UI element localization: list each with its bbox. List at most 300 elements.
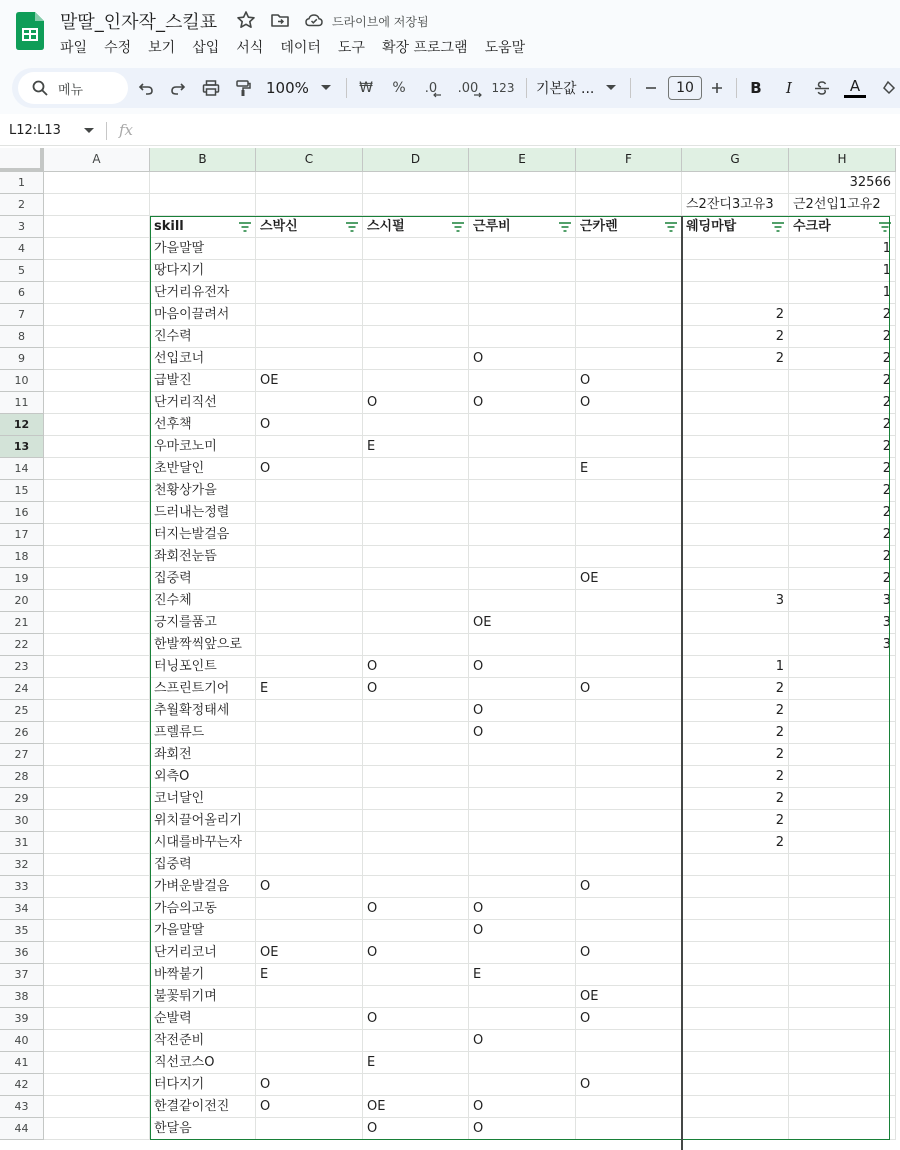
cell-h27[interactable] (789, 744, 896, 766)
cell-h39[interactable] (789, 1008, 896, 1030)
row-header[interactable]: 32 (0, 854, 44, 876)
currency-button[interactable]: ₩ (359, 80, 373, 96)
cell-b34[interactable]: 가슴의고동 (150, 898, 256, 920)
cell-b30[interactable]: 위치끌어올리기 (150, 810, 256, 832)
cell-h11[interactable]: 2 (789, 392, 896, 414)
column-header-g[interactable]: G (682, 148, 789, 172)
cell-g44[interactable] (682, 1118, 789, 1140)
cell-c13[interactable] (256, 436, 363, 458)
cell-g11[interactable] (682, 392, 789, 414)
cell-d14[interactable] (363, 458, 469, 480)
cell-e16[interactable] (469, 502, 576, 524)
cell-d13[interactable]: E (363, 436, 469, 458)
cell-f33[interactable]: O (576, 876, 682, 898)
row-header[interactable]: 3 (0, 216, 44, 238)
cell-c29[interactable] (256, 788, 363, 810)
cell-e26[interactable]: O (469, 722, 576, 744)
cell-g34[interactable] (682, 898, 789, 920)
cell-h31[interactable] (789, 832, 896, 854)
cell-g24[interactable]: 2 (682, 678, 789, 700)
row-header[interactable]: 4 (0, 238, 44, 260)
cell-b17[interactable]: 터지는발걸음 (150, 524, 256, 546)
cell-b19[interactable]: 집중력 (150, 568, 256, 590)
cell-c28[interactable] (256, 766, 363, 788)
percent-button[interactable]: % (392, 80, 406, 96)
spreadsheet-grid[interactable] (0, 148, 900, 1150)
cell-f26[interactable] (576, 722, 682, 744)
cell-a16[interactable] (44, 502, 150, 524)
cell-d22[interactable] (363, 634, 469, 656)
cell-d35[interactable] (363, 920, 469, 942)
cell-c25[interactable] (256, 700, 363, 722)
cell-d23[interactable]: O (363, 656, 469, 678)
cell-b4[interactable]: 가을말딸 (150, 238, 256, 260)
cell-b11[interactable]: 단거리직선 (150, 392, 256, 414)
cell-d39[interactable]: O (363, 1008, 469, 1030)
cell-e33[interactable] (469, 876, 576, 898)
cell-d24[interactable]: O (363, 678, 469, 700)
cell-c15[interactable] (256, 480, 363, 502)
cell-a9[interactable] (44, 348, 150, 370)
row-header[interactable]: 31 (0, 832, 44, 854)
cell-c22[interactable] (256, 634, 363, 656)
cell-c1[interactable] (256, 172, 363, 194)
cell-f32[interactable] (576, 854, 682, 876)
cell-e38[interactable] (469, 986, 576, 1008)
row-header[interactable]: 29 (0, 788, 44, 810)
filter-icon[interactable] (239, 222, 251, 232)
cell-c4[interactable] (256, 238, 363, 260)
cell-e15[interactable] (469, 480, 576, 502)
cell-c44[interactable] (256, 1118, 363, 1140)
cell-h5[interactable]: 1 (789, 260, 896, 282)
cell-a26[interactable] (44, 722, 150, 744)
cell-b2[interactable] (150, 194, 256, 216)
cell-e37[interactable]: E (469, 964, 576, 986)
row-header[interactable]: 8 (0, 326, 44, 348)
cell-a14[interactable] (44, 458, 150, 480)
cell-a21[interactable] (44, 612, 150, 634)
cell-d18[interactable] (363, 546, 469, 568)
print-button[interactable] (199, 68, 223, 108)
menu-help[interactable]: 도움말 (484, 40, 526, 56)
cell-c14[interactable]: O (256, 458, 363, 480)
row-header[interactable]: 17 (0, 524, 44, 546)
filter-icon[interactable] (665, 222, 677, 232)
cell-b23[interactable]: 터닝포인트 (150, 656, 256, 678)
cell-a18[interactable] (44, 546, 150, 568)
cell-g2[interactable]: 스2잔디3고유3 (682, 194, 789, 216)
decrease-decimal-button[interactable] (418, 68, 448, 108)
cell-a6[interactable] (44, 282, 150, 304)
cell-g37[interactable] (682, 964, 789, 986)
cell-h37[interactable] (789, 964, 896, 986)
filter-icon[interactable] (879, 222, 891, 232)
text-color-button[interactable] (843, 68, 867, 108)
cell-a12[interactable] (44, 414, 150, 436)
row-header[interactable]: 5 (0, 260, 44, 282)
cell-f21[interactable] (576, 612, 682, 634)
cell-d42[interactable] (363, 1074, 469, 1096)
cell-b25[interactable]: 추월확정태세 (150, 700, 256, 722)
cell-g12[interactable] (682, 414, 789, 436)
cell-f22[interactable] (576, 634, 682, 656)
cell-e36[interactable] (469, 942, 576, 964)
menu-data[interactable]: 데이터 (280, 40, 321, 56)
cell-c8[interactable] (256, 326, 363, 348)
cell-a36[interactable] (44, 942, 150, 964)
column-header-h[interactable]: H (789, 148, 896, 172)
cell-f42[interactable]: O (576, 1074, 682, 1096)
menu-extensions[interactable]: 확장 프로그램 (381, 40, 468, 56)
cell-d26[interactable] (363, 722, 469, 744)
cell-a2[interactable] (44, 194, 150, 216)
cell-f6[interactable] (576, 282, 682, 304)
row-header[interactable]: 41 (0, 1052, 44, 1074)
cell-e2[interactable] (469, 194, 576, 216)
document-title[interactable]: 말딸_인자작_스킬표 (60, 12, 218, 33)
cell-b35[interactable]: 가을말딸 (150, 920, 256, 942)
cell-d20[interactable] (363, 590, 469, 612)
cell-g4[interactable] (682, 238, 789, 260)
cell-d27[interactable] (363, 744, 469, 766)
row-header[interactable]: 36 (0, 942, 44, 964)
row-header[interactable]: 10 (0, 370, 44, 392)
cell-g29[interactable]: 2 (682, 788, 789, 810)
cell-e3[interactable] (469, 216, 576, 238)
cell-d21[interactable] (363, 612, 469, 634)
cell-b43[interactable]: 한결같이전진 (150, 1096, 256, 1118)
menu-format[interactable]: 서식 (236, 40, 264, 56)
cell-d41[interactable]: E (363, 1052, 469, 1074)
cell-d34[interactable]: O (363, 898, 469, 920)
cell-d37[interactable] (363, 964, 469, 986)
row-header[interactable]: 1 (0, 172, 44, 194)
cell-g8[interactable]: 2 (682, 326, 789, 348)
cell-f43[interactable] (576, 1096, 682, 1118)
cell-b44[interactable]: 한달음 (150, 1118, 256, 1140)
cell-d40[interactable] (363, 1030, 469, 1052)
menu-view[interactable]: 보기 (148, 40, 176, 56)
cell-b7[interactable]: 마음이끌려서 (150, 304, 256, 326)
cell-a20[interactable] (44, 590, 150, 612)
cell-d31[interactable] (363, 832, 469, 854)
cell-c20[interactable] (256, 590, 363, 612)
cell-b41[interactable]: 직선코스O (150, 1052, 256, 1074)
cell-b9[interactable]: 선입코너 (150, 348, 256, 370)
cell-f27[interactable] (576, 744, 682, 766)
cell-f13[interactable] (576, 436, 682, 458)
cell-f4[interactable] (576, 238, 682, 260)
cell-c35[interactable] (256, 920, 363, 942)
row-header[interactable]: 9 (0, 348, 44, 370)
cell-h7[interactable]: 2 (789, 304, 896, 326)
row-header[interactable]: 34 (0, 898, 44, 920)
row-header[interactable]: 39 (0, 1008, 44, 1030)
cell-a27[interactable] (44, 744, 150, 766)
cell-h1[interactable]: 32566 (789, 172, 896, 194)
cell-e23[interactable]: O (469, 656, 576, 678)
cell-c37[interactable]: E (256, 964, 363, 986)
row-header[interactable]: 38 (0, 986, 44, 1008)
cell-g30[interactable]: 2 (682, 810, 789, 832)
cell-f39[interactable]: O (576, 1008, 682, 1030)
cell-e5[interactable] (469, 260, 576, 282)
cell-h20[interactable]: 3 (789, 590, 896, 612)
cell-d25[interactable] (363, 700, 469, 722)
cell-d19[interactable] (363, 568, 469, 590)
cell-b32[interactable]: 집중력 (150, 854, 256, 876)
freeze-divider[interactable] (681, 216, 683, 1150)
cell-h34[interactable] (789, 898, 896, 920)
cell-a29[interactable] (44, 788, 150, 810)
cell-a28[interactable] (44, 766, 150, 788)
cell-b14[interactable]: 초반달인 (150, 458, 256, 480)
cell-d33[interactable] (363, 876, 469, 898)
star-icon[interactable] (236, 10, 256, 30)
cell-g32[interactable] (682, 854, 789, 876)
row-header[interactable]: 24 (0, 678, 44, 700)
menu-file[interactable]: 파일 (60, 40, 88, 56)
cell-c18[interactable] (256, 546, 363, 568)
cell-f28[interactable] (576, 766, 682, 788)
cell-a22[interactable] (44, 634, 150, 656)
cell-h12[interactable]: 2 (789, 414, 896, 436)
paint-format-button[interactable] (231, 68, 255, 108)
menu-tools[interactable]: 도구 (337, 40, 365, 56)
cell-e41[interactable] (469, 1052, 576, 1074)
cell-d1[interactable] (363, 172, 469, 194)
cell-e13[interactable] (469, 436, 576, 458)
cell-f18[interactable] (576, 546, 682, 568)
cell-c41[interactable] (256, 1052, 363, 1074)
cell-e28[interactable] (469, 766, 576, 788)
cell-d43[interactable]: OE (363, 1096, 469, 1118)
cell-d44[interactable]: O (363, 1118, 469, 1140)
font-select[interactable] (536, 68, 626, 108)
column-header-e[interactable]: E (469, 148, 576, 172)
cell-g31[interactable]: 2 (682, 832, 789, 854)
cell-d28[interactable] (363, 766, 469, 788)
cell-f34[interactable] (576, 898, 682, 920)
cell-a34[interactable] (44, 898, 150, 920)
cell-g5[interactable] (682, 260, 789, 282)
cell-f14[interactable]: E (576, 458, 682, 480)
cell-c9[interactable] (256, 348, 363, 370)
cell-a23[interactable] (44, 656, 150, 678)
cell-f9[interactable] (576, 348, 682, 370)
filter-icon[interactable] (772, 222, 784, 232)
undo-button[interactable] (134, 68, 158, 108)
cell-f17[interactable] (576, 524, 682, 546)
cell-e22[interactable] (469, 634, 576, 656)
cell-b40[interactable]: 작전준비 (150, 1030, 256, 1052)
cell-h22[interactable]: 3 (789, 634, 896, 656)
cell-a44[interactable] (44, 1118, 150, 1140)
cell-h40[interactable] (789, 1030, 896, 1052)
cell-c36[interactable]: OE (256, 942, 363, 964)
cell-a3[interactable] (44, 216, 150, 238)
cell-f7[interactable] (576, 304, 682, 326)
row-header[interactable]: 26 (0, 722, 44, 744)
cell-a24[interactable] (44, 678, 150, 700)
cloud-saved-icon[interactable] (304, 10, 324, 30)
cell-d10[interactable] (363, 370, 469, 392)
cell-g35[interactable] (682, 920, 789, 942)
cell-h14[interactable]: 2 (789, 458, 896, 480)
cell-e1[interactable] (469, 172, 576, 194)
cell-a19[interactable] (44, 568, 150, 590)
row-header[interactable]: 12 (0, 414, 44, 436)
cell-a33[interactable] (44, 876, 150, 898)
cell-c3[interactable] (256, 216, 363, 238)
row-header[interactable]: 33 (0, 876, 44, 898)
cell-c31[interactable] (256, 832, 363, 854)
cell-e7[interactable] (469, 304, 576, 326)
cell-c11[interactable] (256, 392, 363, 414)
cell-f12[interactable] (576, 414, 682, 436)
cell-c42[interactable]: O (256, 1074, 363, 1096)
cell-b31[interactable]: 시대를바꾸는자 (150, 832, 256, 854)
cell-f24[interactable]: O (576, 678, 682, 700)
cell-c5[interactable] (256, 260, 363, 282)
cell-g15[interactable] (682, 480, 789, 502)
column-header-f[interactable]: F (576, 148, 682, 172)
cell-a25[interactable] (44, 700, 150, 722)
cell-c2[interactable] (256, 194, 363, 216)
cell-b1[interactable] (150, 172, 256, 194)
cell-a32[interactable] (44, 854, 150, 876)
cell-g7[interactable]: 2 (682, 304, 789, 326)
filter-icon[interactable] (452, 222, 464, 232)
cell-h4[interactable]: 1 (789, 238, 896, 260)
cell-d2[interactable] (363, 194, 469, 216)
row-header[interactable]: 42 (0, 1074, 44, 1096)
cell-a4[interactable] (44, 238, 150, 260)
cell-d15[interactable] (363, 480, 469, 502)
cell-f11[interactable]: O (576, 392, 682, 414)
cell-h2[interactable]: 근2선입1고유2 (789, 194, 896, 216)
cell-f25[interactable] (576, 700, 682, 722)
cell-h44[interactable] (789, 1118, 896, 1140)
cell-h26[interactable] (789, 722, 896, 744)
cell-g17[interactable] (682, 524, 789, 546)
cell-g42[interactable] (682, 1074, 789, 1096)
cell-e10[interactable] (469, 370, 576, 392)
cell-g16[interactable] (682, 502, 789, 524)
cell-e43[interactable]: O (469, 1096, 576, 1118)
cell-c38[interactable] (256, 986, 363, 1008)
row-header[interactable]: 43 (0, 1096, 44, 1118)
cell-b29[interactable]: 코너달인 (150, 788, 256, 810)
cell-c23[interactable] (256, 656, 363, 678)
cell-c26[interactable] (256, 722, 363, 744)
cell-e39[interactable] (469, 1008, 576, 1030)
font-size-input[interactable]: 10 (668, 76, 702, 100)
cell-h3[interactable] (789, 216, 896, 238)
cell-g39[interactable] (682, 1008, 789, 1030)
cell-e21[interactable]: OE (469, 612, 576, 634)
cell-h36[interactable] (789, 942, 896, 964)
cell-a5[interactable] (44, 260, 150, 282)
cell-e32[interactable] (469, 854, 576, 876)
cell-g3[interactable] (682, 216, 789, 238)
cell-c6[interactable] (256, 282, 363, 304)
row-header[interactable]: 6 (0, 282, 44, 304)
row-header[interactable]: 22 (0, 634, 44, 656)
decrease-font-size-button[interactable] (640, 68, 662, 108)
cell-f36[interactable]: O (576, 942, 682, 964)
number-format-button[interactable]: 123 (491, 81, 515, 95)
cell-c32[interactable] (256, 854, 363, 876)
cell-b33[interactable]: 가벼운발걸음 (150, 876, 256, 898)
italic-button[interactable]: I (786, 79, 792, 97)
cell-g18[interactable] (682, 546, 789, 568)
cell-g1[interactable] (682, 172, 789, 194)
cell-h43[interactable] (789, 1096, 896, 1118)
cell-e27[interactable] (469, 744, 576, 766)
column-header-d[interactable]: D (363, 148, 469, 172)
cell-d9[interactable] (363, 348, 469, 370)
cell-e42[interactable] (469, 1074, 576, 1096)
cell-h13[interactable]: 2 (789, 436, 896, 458)
cell-a11[interactable] (44, 392, 150, 414)
filter-icon[interactable] (346, 222, 358, 232)
cell-g25[interactable]: 2 (682, 700, 789, 722)
cell-e14[interactable] (469, 458, 576, 480)
fill-color-button[interactable] (880, 68, 900, 108)
cell-c24[interactable]: E (256, 678, 363, 700)
cell-h42[interactable] (789, 1074, 896, 1096)
cell-c43[interactable]: O (256, 1096, 363, 1118)
cell-b13[interactable]: 우마코노미 (150, 436, 256, 458)
cell-f16[interactable] (576, 502, 682, 524)
cell-f37[interactable] (576, 964, 682, 986)
bold-button[interactable]: B (750, 79, 762, 97)
row-header[interactable]: 44 (0, 1118, 44, 1140)
row-header[interactable]: 37 (0, 964, 44, 986)
cell-a35[interactable] (44, 920, 150, 942)
cell-g19[interactable] (682, 568, 789, 590)
cell-g38[interactable] (682, 986, 789, 1008)
cell-c12[interactable]: O (256, 414, 363, 436)
cell-b6[interactable]: 단거리유전자 (150, 282, 256, 304)
cell-e6[interactable] (469, 282, 576, 304)
cell-f8[interactable] (576, 326, 682, 348)
menu-insert[interactable]: 삽입 (192, 40, 220, 56)
cell-h16[interactable]: 2 (789, 502, 896, 524)
cell-h23[interactable] (789, 656, 896, 678)
cell-d3[interactable] (363, 216, 469, 238)
cell-b39[interactable]: 순발력 (150, 1008, 256, 1030)
cell-d7[interactable] (363, 304, 469, 326)
row-header[interactable]: 15 (0, 480, 44, 502)
cell-f15[interactable] (576, 480, 682, 502)
cell-f31[interactable] (576, 832, 682, 854)
cell-d12[interactable] (363, 414, 469, 436)
cell-b3[interactable] (150, 216, 256, 238)
cell-f10[interactable]: O (576, 370, 682, 392)
cell-f40[interactable] (576, 1030, 682, 1052)
cell-e11[interactable]: O (469, 392, 576, 414)
menu-edit[interactable]: 수정 (104, 40, 132, 56)
cell-h10[interactable]: 2 (789, 370, 896, 392)
cell-b26[interactable]: 프렐류드 (150, 722, 256, 744)
cell-g36[interactable] (682, 942, 789, 964)
column-header-b[interactable]: B (150, 148, 256, 172)
row-header[interactable]: 21 (0, 612, 44, 634)
cell-h35[interactable] (789, 920, 896, 942)
